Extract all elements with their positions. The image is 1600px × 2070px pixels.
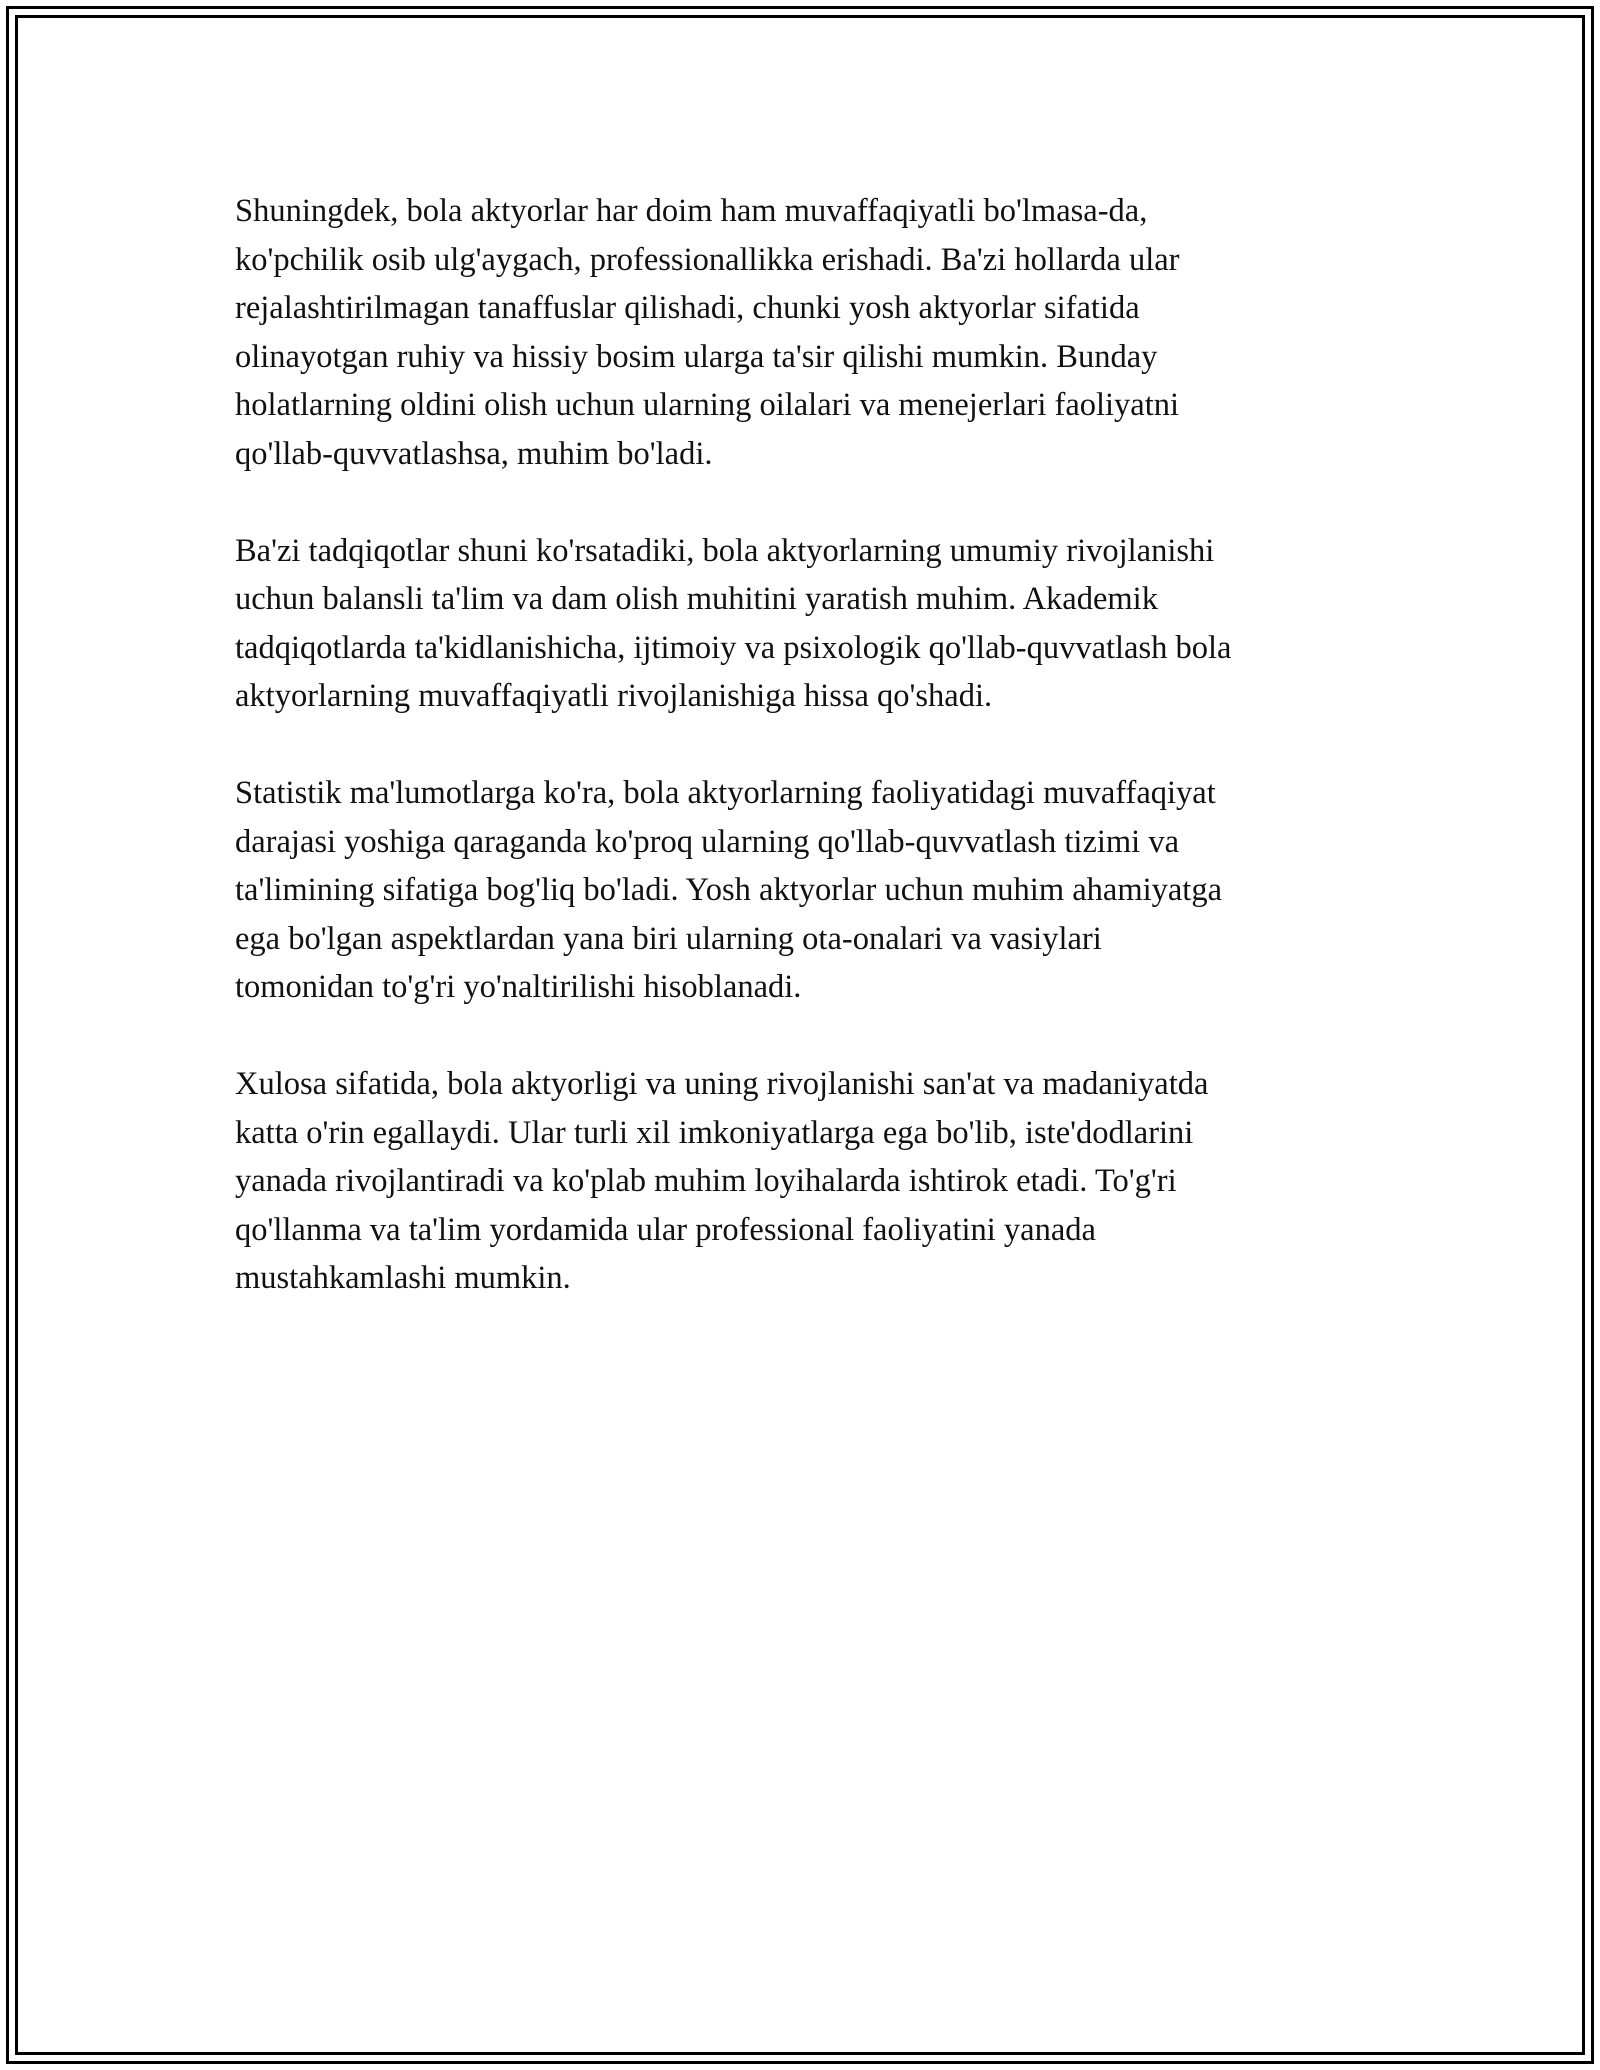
paragraph-2: Ba'zi tadqiqotlar shuni ko'rsatadiki, bola aktyorlarning umumiy rivojlanishi uchun balansli ta'lim va dam olish muhitini yaratish muhim. Akademik tadqiqotlarda ta'kidlanishicha, ijtimoiy va psixologik qo'llab-quvvatlash bola aktyorlarning muvaffaqiyatli rivojlanishiga hissa qo'shadi. — [235, 532, 1232, 714]
paragraph-4: Xulosa sifatida, bola aktyorligi va uning rivojlanishi san'at va madaniyatda katta o'rin egallaydi. Ular turli xil imkoniyatlarga ega bo'lib, iste'dodlarini yanada rivojlantiradi va ko'plab muhim loyihalarda ishtirok etadi. To'g'ri qo'llanma va ta'lim yordamida ular professional faoliyatini yanada mustahkamlashi mumkin. — [235, 1066, 1209, 1296]
paragraph-3: Statistik ma'lumotlarga ko'ra, bola aktyorlarning faoliyatidagi muvaffaqiyat darajasi yoshiga qaraganda ko'proq ularning qo'llab-quvvatlash tizimi va ta'limining sifatiga bog'liq bo'ladi. Yosh aktyorlar uchun muhim ahamiyatga ega bo'lgan aspektlardan yana biri ularning ota-onalari va vasiylari tomonidan to'g'ri yo'naltirilishi hisoblanadi. — [235, 775, 1223, 1005]
paragraph-1: Shuningdek, bola aktyorlar har doim ham muvaffaqiyatli bo'lmasa-da, ko'pchilik osib ulg'aygach, professionallikka erishadi. Ba'zi hollarda ular rejalashtirilmagan tanaffuslar qilishadi, chunki yosh aktyorlar sifatida olinayotgan ruhiy va hissiy bosim ularga ta'sir qilishi mumkin. Bunday holatlarning oldini olish uchun ularning oilalari va menejerlari faoliyatni qo'llab-quvvatlashsa, muhim bo'ladi. — [235, 193, 1180, 472]
document-body — [235, 187, 1380, 1351]
